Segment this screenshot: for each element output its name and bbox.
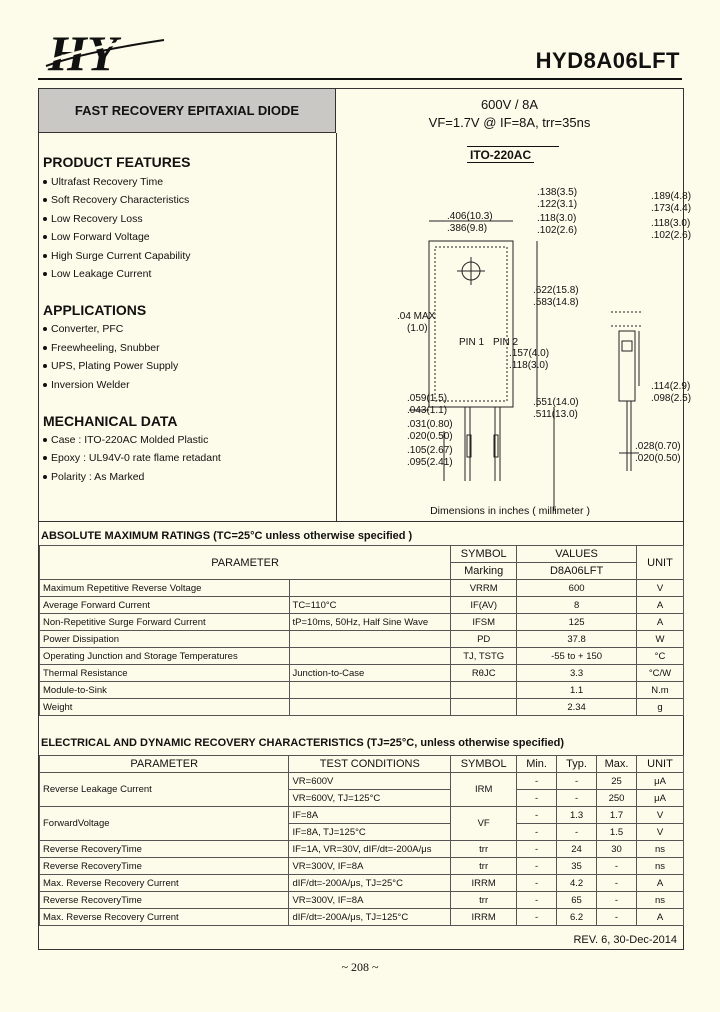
pin-2-label: PIN 2: [493, 337, 519, 348]
table-cell: Reverse Leakage Current: [40, 773, 289, 807]
table-cell: IF(AV): [451, 597, 517, 614]
table-cell: IRM: [451, 773, 517, 807]
table-cell: -: [517, 790, 557, 807]
dimension-label: .059(1.5): [407, 393, 448, 404]
hy-logo: [44, 25, 170, 81]
electrical-title: ELECTRICAL AND DYNAMIC RECOVERY CHARACTERISTICS (TJ=25°C, unless otherwise specified): [41, 737, 565, 749]
table-cell: 1.7: [597, 807, 637, 824]
table-cell: μA: [637, 790, 684, 807]
table-cell: IRRM: [451, 875, 517, 892]
table-cell: IF=8A: [289, 807, 451, 824]
table-cell: 600: [517, 580, 637, 597]
table-cell: ns: [637, 858, 684, 875]
header-unit: UNIT: [637, 546, 684, 580]
table-row: [40, 858, 684, 875]
table-row: [40, 699, 684, 716]
dimension-label: .020(0.50): [407, 431, 453, 442]
dimension-label: .043(1.1): [407, 405, 448, 416]
table-cell: 8: [517, 597, 637, 614]
table-cell: 1.1: [517, 682, 637, 699]
dimension-label: .098(2.5): [651, 393, 692, 404]
dimension-label: .102(2.6): [537, 225, 578, 236]
table-cell: [289, 699, 451, 716]
table-cell: Junction-to-Case: [289, 665, 451, 682]
table-cell: -55 to + 150: [517, 648, 637, 665]
dimension-label: .102(2.6): [651, 230, 692, 241]
table-cell: -: [597, 909, 637, 926]
table-cell: VRRM: [451, 580, 517, 597]
header-conditions: TEST CONDITIONS: [289, 756, 451, 773]
table-cell: [289, 580, 451, 597]
feature-item: Low Recovery Loss: [43, 213, 143, 225]
table-cell: Max. Reverse Recovery Current: [40, 909, 289, 926]
header-symbol: SYMBOL: [451, 756, 517, 773]
table-cell: 25: [597, 773, 637, 790]
table-cell: V: [637, 580, 684, 597]
table-cell: 2.34: [517, 699, 637, 716]
dimension-label: .173(4.4): [651, 203, 692, 214]
table-cell: A: [637, 875, 684, 892]
page-number: ~ 208 ~: [341, 960, 379, 974]
table-cell: tP=10ms, 50Hz, Half Sine Wave: [289, 614, 451, 631]
table-cell: trr: [451, 858, 517, 875]
table-row: [40, 597, 684, 614]
table-cell: TC=110°C: [289, 597, 451, 614]
electrical-table: [39, 755, 684, 926]
table-cell: 1.5: [597, 824, 637, 841]
table-cell: 35: [557, 858, 597, 875]
header-marking-value: D8A06LFT: [517, 563, 637, 580]
table-cell: -: [517, 858, 557, 875]
table-cell: VR=600V: [289, 773, 451, 790]
table-cell: N.m: [637, 682, 684, 699]
table-row: [40, 807, 684, 824]
dimension-label: .118(3.0): [537, 213, 577, 224]
header-values: VALUES: [517, 546, 637, 563]
table-cell: -: [557, 773, 597, 790]
table-row: [40, 682, 684, 699]
feature-item: Soft Recovery Characteristics: [43, 194, 189, 206]
table-cell: PD: [451, 631, 517, 648]
table-cell: -: [597, 858, 637, 875]
abs-max-title: ABSOLUTE MAXIMUM RATINGS (TC=25°C unless otherwise specified ): [41, 530, 413, 542]
package-name: ITO-220AC: [467, 148, 534, 163]
table-cell: W: [637, 631, 684, 648]
table-cell: 250: [597, 790, 637, 807]
table-cell: -: [517, 892, 557, 909]
dimension-label: .386(9.8): [447, 223, 488, 234]
table-cell: [451, 682, 517, 699]
part-number: HYD8A06LFT: [535, 48, 680, 73]
table-cell: -: [517, 773, 557, 790]
table-cell: ForwardVoltage: [40, 807, 289, 841]
table-cell: RθJC: [451, 665, 517, 682]
table-row: [40, 665, 684, 682]
table-cell: [289, 682, 451, 699]
table-cell: Non-Repetitive Surge Forward Current: [40, 614, 290, 631]
table-cell: VR=600V, TJ=125°C: [289, 790, 451, 807]
table-cell: dIF/dt=-200A/μs, TJ=25°C: [289, 875, 451, 892]
table-cell: V: [637, 824, 684, 841]
table-cell: [289, 631, 451, 648]
table-cell: Operating Junction and Storage Temperatures: [40, 648, 290, 665]
table-row: [40, 841, 684, 858]
table-row: [40, 773, 684, 790]
rating-line-1: 600V / 8A: [480, 97, 539, 112]
table-cell: [289, 648, 451, 665]
header-max: Max.: [597, 756, 637, 773]
table-cell: °C/W: [637, 665, 684, 682]
table-row: [40, 892, 684, 909]
table-cell: IFSM: [451, 614, 517, 631]
feature-item: Low Forward Voltage: [43, 231, 150, 243]
table-cell: TJ, TSTG: [451, 648, 517, 665]
header-typ: Typ.: [557, 756, 597, 773]
table-cell: Reverse RecoveryTime: [40, 858, 289, 875]
table-cell: °C: [637, 648, 684, 665]
application-item: Converter, PFC: [43, 323, 123, 335]
table-cell: Weight: [40, 699, 290, 716]
application-item: Freewheeling, Snubber: [43, 342, 160, 354]
dimension-label: .511(13.0): [533, 409, 578, 420]
table-cell: 3.3: [517, 665, 637, 682]
table-cell: Thermal Resistance: [40, 665, 290, 682]
table-cell: -: [517, 807, 557, 824]
header-rule: [38, 78, 682, 80]
table-cell: 30: [597, 841, 637, 858]
dimension-label: .122(3.1): [537, 199, 578, 210]
table-cell: A: [637, 909, 684, 926]
mechanical-item: Case : ITO-220AC Molded Plastic: [43, 434, 208, 446]
dimension-label: .04 MAX: [397, 311, 436, 322]
table-cell: 37.8: [517, 631, 637, 648]
logo-text: HY: [48, 25, 118, 81]
column-divider: [336, 133, 337, 521]
table-cell: VF: [451, 807, 517, 841]
header-min: Min.: [517, 756, 557, 773]
mechanical-heading: MECHANICAL DATA: [43, 413, 178, 429]
dimension-label: .622(15.8): [533, 285, 579, 296]
feature-item: Low Leakage Current: [43, 268, 151, 280]
dimension-label: .138(3.5): [537, 187, 578, 198]
header-symbol: SYMBOL: [451, 546, 517, 563]
table-row: [40, 580, 684, 597]
dimension-label: .095(2.41): [407, 457, 453, 468]
table-cell: -: [517, 841, 557, 858]
table-row: [40, 614, 684, 631]
applications-heading: APPLICATIONS: [43, 302, 147, 318]
application-item: UPS, Plating Power Supply: [43, 360, 178, 372]
table-cell: ns: [637, 892, 684, 909]
table-row: [40, 648, 684, 665]
dimension-label: .189(4.8): [651, 191, 692, 202]
table-cell: IF=8A, TJ=125°C: [289, 824, 451, 841]
table-row: [40, 875, 684, 892]
dimension-label: (1.0): [407, 323, 428, 334]
dimension-note: Dimensions in inches ( millimeter ): [430, 505, 590, 517]
table-cell: V: [637, 807, 684, 824]
feature-item: Ultrafast Recovery Time: [43, 176, 163, 188]
table-cell: Module-to-Sink: [40, 682, 290, 699]
header-parameter: PARAMETER: [40, 546, 451, 580]
table-cell: -: [597, 875, 637, 892]
rating-line-2: VF=1.7V @ IF=8A, trr=35ns: [428, 115, 591, 130]
dimension-label: .118(3.0): [509, 360, 549, 371]
table-cell: -: [557, 824, 597, 841]
table-cell: -: [557, 790, 597, 807]
dimension-label: .406(10.3): [447, 211, 493, 222]
features-heading: PRODUCT FEATURES: [43, 154, 191, 170]
table-cell: 4.2: [557, 875, 597, 892]
dimension-label: .020(0.50): [635, 453, 681, 464]
table-cell: trr: [451, 892, 517, 909]
table-cell: IRRM: [451, 909, 517, 926]
table-cell: 6.2: [557, 909, 597, 926]
table-cell: -: [517, 824, 557, 841]
table-cell: g: [637, 699, 684, 716]
dimension-label: .114(2.9): [651, 381, 691, 392]
table-cell: Maximum Repetitive Reverse Voltage: [40, 580, 290, 597]
dimension-label: .551(14.0): [533, 397, 579, 408]
table-cell: VR=300V, IF=8A: [289, 858, 451, 875]
dimension-label: .105(2.67): [407, 445, 453, 456]
header-marking: Marking: [451, 563, 517, 580]
pin-1-label: PIN 1: [459, 337, 485, 348]
table-cell: Reverse RecoveryTime: [40, 892, 289, 909]
table-cell: Power Dissipation: [40, 631, 290, 648]
mechanical-item: Polarity : As Marked: [43, 471, 144, 483]
table-cell: VR=300V, IF=8A: [289, 892, 451, 909]
dimension-label: .031(0.80): [407, 419, 453, 430]
table-cell: -: [517, 909, 557, 926]
application-item: Inversion Welder: [43, 379, 130, 391]
table-cell: IF=1A, VR=30V, dIF/dt=-200A/μs: [289, 841, 451, 858]
feature-item: High Surge Current Capability: [43, 250, 190, 262]
table-cell: 1.3: [557, 807, 597, 824]
table-cell: -: [597, 892, 637, 909]
table-cell: ns: [637, 841, 684, 858]
mechanical-item: Epoxy : UL94V-0 rate flame retadant: [43, 452, 221, 464]
product-type: FAST RECOVERY EPITAXIAL DIODE: [39, 89, 336, 133]
table-cell: 125: [517, 614, 637, 631]
abs-max-table: [39, 545, 684, 716]
table-cell: Average Forward Current: [40, 597, 290, 614]
header-parameter: PARAMETER: [40, 756, 289, 773]
table-cell: dIF/dt=-200A/μs, TJ=125°C: [289, 909, 451, 926]
table-cell: -: [517, 875, 557, 892]
dimension-label: .028(0.70): [635, 441, 681, 452]
table-cell: A: [637, 597, 684, 614]
dimension-label: .118(3.0): [651, 218, 691, 229]
table-cell: trr: [451, 841, 517, 858]
dimension-label: .583(14.8): [533, 297, 579, 308]
header-unit: UNIT: [637, 756, 684, 773]
table-cell: A: [637, 614, 684, 631]
table-cell: μA: [637, 773, 684, 790]
table-row: [40, 909, 684, 926]
table-cell: [451, 699, 517, 716]
package-drawing: [339, 181, 692, 505]
table-cell: 65: [557, 892, 597, 909]
table-cell: Max. Reverse Recovery Current: [40, 875, 289, 892]
revision-label: REV. 6, 30-Dec-2014: [573, 934, 677, 946]
table-row: [40, 631, 684, 648]
datasheet-frame: [38, 88, 692, 950]
table-cell: Reverse RecoveryTime: [40, 841, 289, 858]
dimension-label: .157(4.0): [509, 348, 550, 359]
table-cell: 24: [557, 841, 597, 858]
